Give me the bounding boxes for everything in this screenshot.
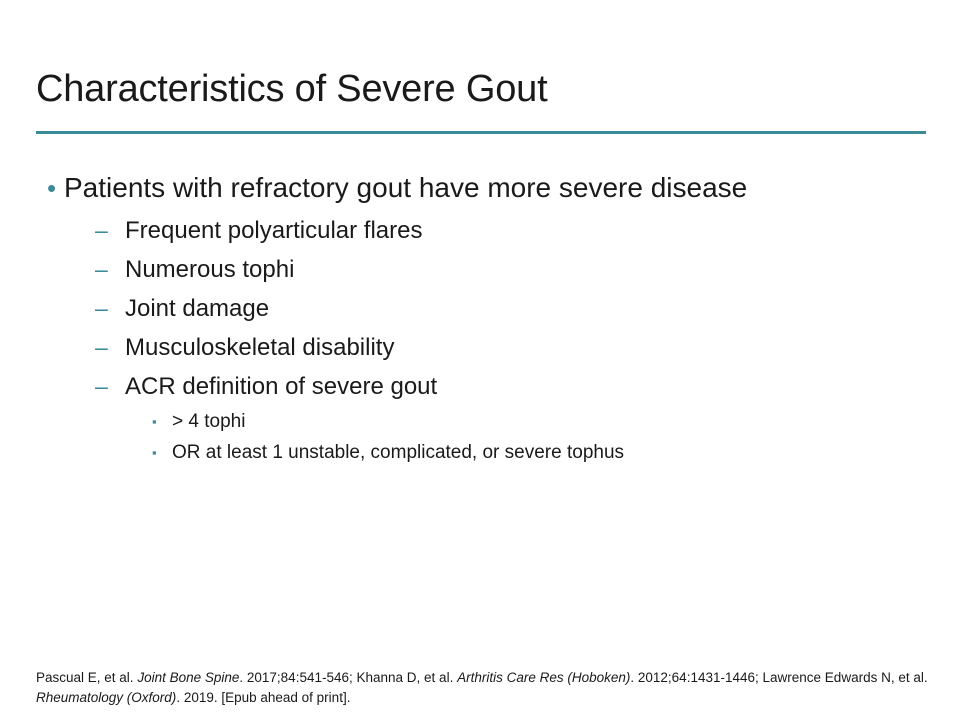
bullet-dash-icon: –: [95, 295, 108, 321]
list-item-label: Joint damage: [125, 295, 270, 322]
citation-ref1-authors: Pascual E, et al.: [36, 670, 138, 685]
citation-footnote: [36, 668, 931, 708]
citation-ref1-journal: Joint Bone Spine: [137, 670, 240, 685]
list-item-label: Frequent polyarticular flares: [125, 217, 423, 244]
list-item: [36, 251, 926, 288]
list-item: [36, 329, 926, 366]
list-item-label: > 4 tophi: [172, 411, 246, 432]
citation-ref3-detail: . 2019. [Epub ahead of print].: [176, 690, 351, 705]
list-item: [36, 168, 926, 208]
list-item-label: Patients with refractory gout have more severe disease: [64, 172, 748, 203]
citation-ref3-authors: Lawrence Edwards N, et al.: [762, 670, 928, 685]
bullet-dash-icon: –: [95, 373, 108, 399]
bullet-square-icon: ▪: [152, 414, 157, 429]
title-divider: [36, 131, 926, 134]
bullet-dash-icon: –: [95, 334, 108, 360]
citation-ref2-journal: Arthritis Care Res (Hoboken): [457, 670, 631, 685]
citation-ref2-authors: Khanna D, et al.: [356, 670, 458, 685]
list-item: [36, 438, 926, 468]
citation-ref2-detail: . 2012;64:1431-1446;: [630, 670, 763, 685]
list-item: [36, 290, 926, 327]
list-item-label: Musculoskeletal disability: [125, 334, 395, 361]
citation-ref3-journal: Rheumatology (Oxford): [36, 690, 177, 705]
list-item: [36, 368, 926, 405]
page-title: Characteristics of Severe Gout: [36, 68, 548, 110]
bullet-dash-icon: –: [95, 217, 108, 243]
bullet-dash-icon: –: [95, 256, 108, 282]
list-item: [36, 407, 926, 437]
list-item-label: OR at least 1 unstable, complicated, or severe tophus: [172, 442, 625, 463]
slide-title-block: [36, 66, 926, 112]
bullet-square-icon: ▪: [152, 445, 157, 460]
bullet-dot-icon: •: [47, 173, 57, 203]
list-item-label: Numerous tophi: [125, 256, 295, 283]
list-item: [36, 212, 926, 249]
citation-ref1-detail: . 2017;84:541-546;: [239, 670, 357, 685]
slide-body: [36, 168, 926, 469]
list-item-label: ACR definition of severe gout: [125, 373, 438, 400]
